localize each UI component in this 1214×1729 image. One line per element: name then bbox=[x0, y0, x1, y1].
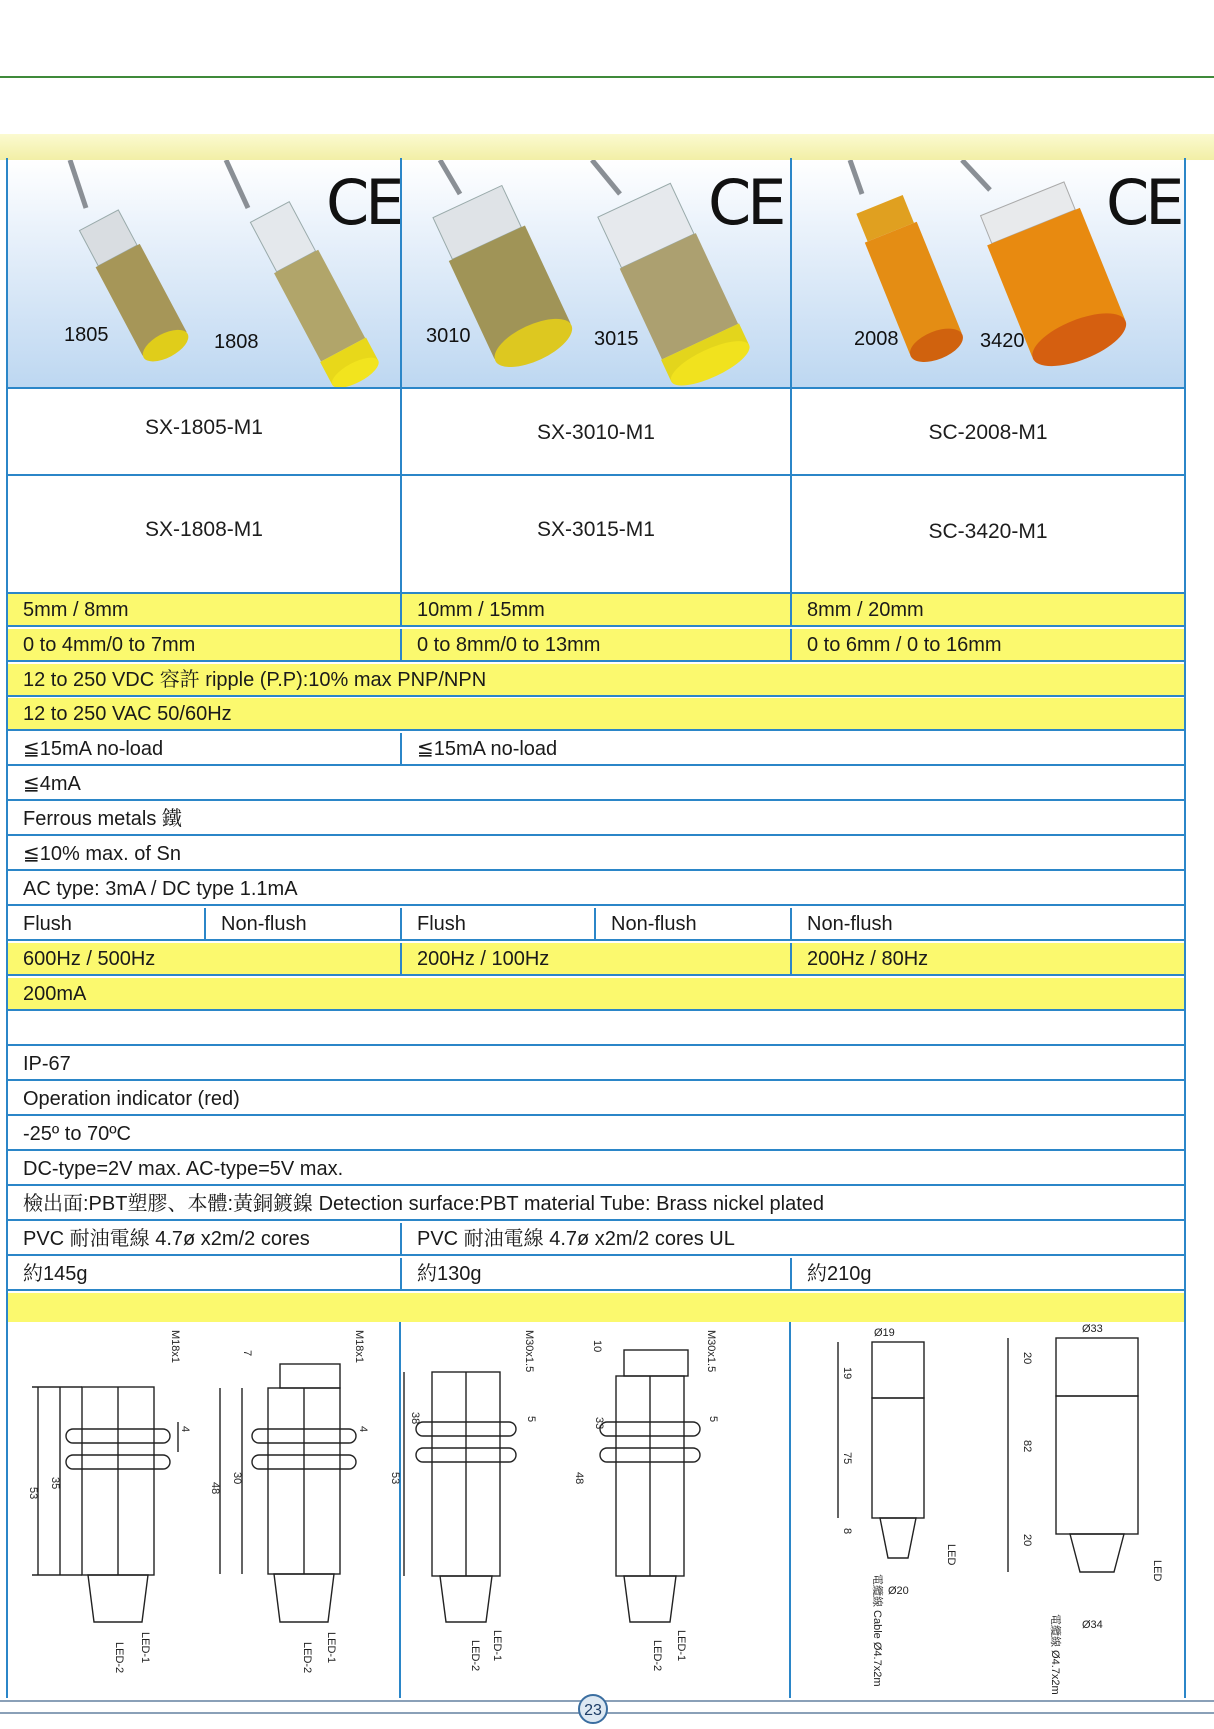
spec-row-mounting bbox=[8, 908, 1184, 941]
spec-row-min-current bbox=[8, 873, 1184, 906]
svg-text:48: 48 bbox=[209, 1482, 221, 1495]
spec-row-protection bbox=[8, 1048, 1184, 1081]
drawing-sensor-3015 bbox=[573, 1330, 719, 1671]
dimension-drawings bbox=[8, 1322, 1184, 1698]
spec-cell: ≦15mA no-load bbox=[400, 733, 1184, 764]
svg-text:Ø19: Ø19 bbox=[874, 1327, 895, 1339]
header-band bbox=[0, 134, 1214, 160]
photo-caption: 2008 bbox=[854, 328, 899, 350]
svg-text:38: 38 bbox=[409, 1412, 421, 1425]
svg-text:33: 33 bbox=[593, 1417, 605, 1430]
ce-mark: CE bbox=[708, 166, 783, 239]
svg-text:20: 20 bbox=[1021, 1534, 1033, 1547]
footer-rule bbox=[0, 1700, 1214, 1702]
photo-caption: 3010 bbox=[426, 325, 471, 347]
svg-text:Ø20: Ø20 bbox=[888, 1585, 909, 1597]
spec-cell: ≦15mA no-load bbox=[23, 738, 164, 760]
model-name: SX-1805-M1 bbox=[145, 416, 263, 439]
svg-text:LED-1: LED-1 bbox=[675, 1630, 687, 1662]
svg-text:48: 48 bbox=[573, 1472, 585, 1485]
svg-text:電纜線 Cable Ø4.7x2m: 電纜線 Cable Ø4.7x2m bbox=[871, 1574, 883, 1687]
drawing-sensor-1805 bbox=[27, 1330, 191, 1673]
row-divider bbox=[6, 387, 1186, 389]
spec-row-leakage bbox=[8, 768, 1184, 801]
spec-cell: 8mm / 20mm bbox=[790, 594, 1184, 625]
svg-text:53: 53 bbox=[389, 1472, 401, 1485]
spec-cell: 0 to 6mm / 0 to 16mm bbox=[790, 629, 1184, 660]
spec-cell: 200Hz / 100Hz bbox=[400, 943, 790, 974]
spec-row-blank bbox=[8, 1013, 1184, 1046]
spec-cell: PVC 耐油電線 4.7ø x2m/2 cores bbox=[23, 1228, 310, 1250]
spec-cell: 約130g bbox=[400, 1258, 790, 1289]
spec-row-weight bbox=[8, 1258, 1184, 1291]
page-number: 23 bbox=[578, 1694, 608, 1724]
ce-mark: CE bbox=[326, 166, 400, 239]
svg-text:LED-2: LED-2 bbox=[651, 1640, 663, 1672]
spec-row-frequency bbox=[8, 943, 1184, 976]
svg-text:7: 7 bbox=[241, 1350, 253, 1357]
spec-cell: AC type: 3mA / DC type 1.1mA bbox=[23, 878, 298, 900]
spec-row-target bbox=[8, 803, 1184, 836]
spec-row-blank-yellow bbox=[8, 1293, 1184, 1324]
model-name: SC-2008-M1 bbox=[928, 421, 1048, 444]
spec-row-load-current bbox=[8, 978, 1184, 1011]
svg-text:10: 10 bbox=[591, 1340, 603, 1353]
svg-text:LED: LED bbox=[1151, 1560, 1163, 1582]
svg-text:M18x1: M18x1 bbox=[169, 1330, 181, 1364]
spec-cell: Flush bbox=[23, 913, 72, 935]
spec-cell: Non-flush bbox=[204, 908, 400, 939]
spec-row-sensing-distance bbox=[8, 594, 1184, 627]
spec-cell: DC-type=2V max. AC-type=5V max. bbox=[23, 1158, 344, 1180]
svg-text:30: 30 bbox=[231, 1472, 243, 1485]
spec-cell: 0 to 8mm/0 to 13mm bbox=[400, 629, 790, 660]
model-name: SC-3420-M1 bbox=[928, 520, 1048, 543]
spec-cell: Flush bbox=[400, 908, 594, 939]
svg-text:19: 19 bbox=[841, 1367, 853, 1380]
spec-cell: 約210g bbox=[790, 1258, 1184, 1289]
spec-cell: 12 to 250 VDC 容許 ripple (P.P):10% max PNP/NPN bbox=[23, 669, 487, 691]
spec-row-cable bbox=[8, 1223, 1184, 1256]
ce-mark: CE bbox=[1106, 166, 1181, 239]
spec-cell: Operation indicator (red) bbox=[23, 1088, 240, 1110]
spec-cell: 0 to 4mm/0 to 7mm bbox=[23, 634, 196, 656]
spec-cell: Non-flush bbox=[790, 908, 1184, 939]
svg-text:M30x1.5: M30x1.5 bbox=[523, 1330, 535, 1373]
svg-text:Ø34: Ø34 bbox=[1082, 1619, 1103, 1631]
photo-caption: 3015 bbox=[594, 328, 639, 350]
spec-cell: 約145g bbox=[23, 1263, 88, 1285]
model-name: SX-3015-M1 bbox=[537, 518, 655, 541]
svg-text:LED-1: LED-1 bbox=[139, 1632, 151, 1664]
svg-text:53: 53 bbox=[27, 1487, 39, 1500]
spec-cell: PVC 耐油電線 4.7ø x2m/2 cores UL bbox=[400, 1223, 1184, 1254]
photo-caption: 1808 bbox=[214, 331, 259, 353]
spec-cell: ≦4mA bbox=[23, 773, 81, 795]
svg-text:LED-1: LED-1 bbox=[325, 1632, 337, 1664]
spec-cell: 檢出面:PBT塑膠、本體:黃銅鍍鎳 Detection surface:PBT material Tube: Brass nickel plated bbox=[23, 1193, 824, 1215]
spec-row-voltage-drop bbox=[8, 1153, 1184, 1186]
svg-text:LED-2: LED-2 bbox=[469, 1640, 481, 1672]
spec-row-dc-supply bbox=[8, 664, 1184, 697]
svg-text:M30x1.5: M30x1.5 bbox=[705, 1330, 717, 1373]
spec-cell: 12 to 250 VAC 50/60Hz bbox=[23, 703, 232, 725]
spec-row-indicator bbox=[8, 1083, 1184, 1116]
photo-caption: 1805 bbox=[64, 324, 109, 346]
svg-text:LED-2: LED-2 bbox=[301, 1642, 313, 1674]
svg-text:LED-2: LED-2 bbox=[113, 1642, 125, 1674]
svg-text:M18x1: M18x1 bbox=[353, 1330, 365, 1364]
spec-cell: 5mm / 8mm bbox=[23, 599, 129, 621]
svg-text:35: 35 bbox=[49, 1477, 61, 1490]
spec-cell: ≦10% max. of Sn bbox=[23, 843, 181, 865]
svg-text:4: 4 bbox=[357, 1426, 369, 1433]
svg-text:75: 75 bbox=[841, 1452, 853, 1465]
spec-row-temperature bbox=[8, 1118, 1184, 1151]
spec-cell: 200Hz / 80Hz bbox=[790, 943, 1184, 974]
spec-cell: Non-flush bbox=[594, 908, 790, 939]
spec-row-setting-distance bbox=[8, 629, 1184, 662]
spec-row-hysteresis bbox=[8, 838, 1184, 871]
spec-cell bbox=[8, 1013, 1184, 1044]
svg-text:82: 82 bbox=[1021, 1440, 1033, 1453]
svg-text:5: 5 bbox=[707, 1416, 719, 1423]
svg-text:8: 8 bbox=[841, 1528, 853, 1535]
spec-cell: 10mm / 15mm bbox=[400, 594, 790, 625]
spec-cell: -25º to 70ºC bbox=[23, 1123, 131, 1145]
spec-cell: 600Hz / 500Hz bbox=[23, 948, 156, 970]
svg-text:LED-1: LED-1 bbox=[491, 1630, 503, 1662]
spec-cell: 200mA bbox=[23, 983, 87, 1005]
row-divider bbox=[6, 474, 1186, 476]
svg-text:4: 4 bbox=[179, 1426, 191, 1433]
model-name: SX-3010-M1 bbox=[537, 421, 655, 444]
model-name: SX-1808-M1 bbox=[145, 518, 263, 541]
spec-cell: Ferrous metals 鐵 bbox=[23, 808, 182, 830]
photo-caption: 3420 bbox=[980, 330, 1025, 352]
svg-text:Ø33: Ø33 bbox=[1082, 1323, 1103, 1335]
spec-row-material bbox=[8, 1188, 1184, 1221]
header-rule bbox=[0, 76, 1214, 78]
spec-cell: IP-67 bbox=[23, 1053, 71, 1075]
svg-text:5: 5 bbox=[525, 1416, 537, 1423]
drawing-sensor-1808 bbox=[209, 1330, 369, 1673]
svg-text:LED: LED bbox=[945, 1544, 957, 1566]
drawing-sensor-2008 bbox=[838, 1327, 957, 1686]
drawing-sensor-3420 bbox=[1008, 1323, 1163, 1695]
svg-text:電纜線 Ø4.7x2m: 電纜線 Ø4.7x2m bbox=[1049, 1614, 1061, 1695]
drawing-sensor-3010 bbox=[389, 1330, 537, 1671]
spec-row-consumption bbox=[8, 733, 1184, 766]
svg-text:20: 20 bbox=[1021, 1352, 1033, 1365]
spec-row-ac-supply bbox=[8, 698, 1184, 731]
